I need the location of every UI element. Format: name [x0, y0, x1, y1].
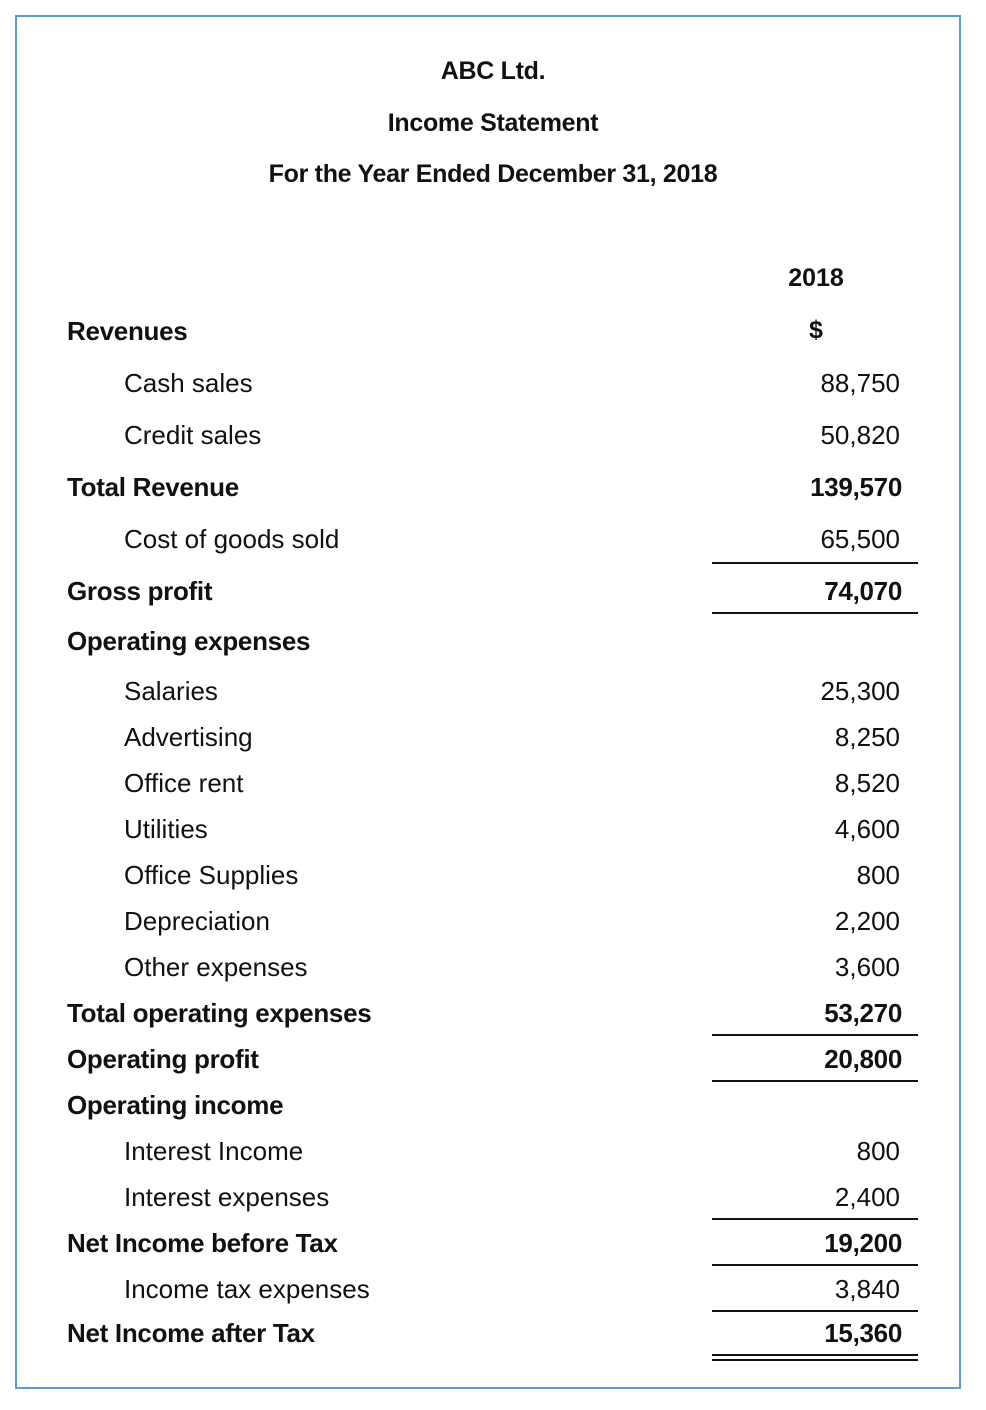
line-item-other-expenses	[0, 952, 986, 992]
double-underline-rule	[712, 1354, 918, 1361]
row-label: Net Income after Tax	[67, 1318, 315, 1348]
row-label: Interest expenses	[124, 1182, 330, 1212]
row-amount: 8,520	[834, 768, 900, 798]
row-label: Operating income	[67, 1090, 284, 1120]
row-label: Credit sales	[124, 420, 262, 450]
line-item-interest-income	[0, 1136, 986, 1176]
net-income-before-tax-row	[0, 1228, 986, 1268]
row-label: Depreciation	[124, 906, 270, 936]
line-item-interest-expenses	[0, 1182, 986, 1222]
row-amount: 53,270	[824, 998, 902, 1028]
row-amount: 4,600	[834, 814, 900, 844]
row-label: Interest Income	[124, 1136, 304, 1166]
row-amount: 139,570	[810, 472, 902, 502]
row-label: Total operating expenses	[67, 998, 372, 1028]
row-amount: 800	[856, 860, 900, 890]
row-label: Total Revenue	[67, 472, 239, 502]
row-amount: 20,800	[824, 1044, 902, 1074]
row-amount: 15,360	[824, 1318, 902, 1348]
section-header-revenues	[0, 316, 986, 356]
row-amount: 3,840	[834, 1274, 900, 1304]
gross-profit-row	[0, 576, 986, 616]
column-year-header: 2018	[788, 264, 844, 292]
underline-rule	[712, 1264, 918, 1266]
row-label: Income tax expenses	[124, 1274, 370, 1304]
row-label: Net Income before Tax	[67, 1228, 338, 1258]
line-item-depreciation	[0, 906, 986, 946]
row-amount: 74,070	[824, 576, 902, 606]
currency-symbol: $	[809, 316, 823, 344]
section-header-operating-income	[0, 1090, 986, 1130]
underline-rule	[712, 1034, 918, 1036]
row-label: Utilities	[124, 814, 208, 844]
line-item-income-tax	[0, 1274, 986, 1314]
line-item-office-rent	[0, 768, 986, 808]
row-label: Cost of goods sold	[124, 524, 340, 554]
underline-rule	[712, 1218, 918, 1220]
row-label: Office Supplies	[124, 860, 299, 890]
line-item-office-supplies	[0, 860, 986, 900]
net-income-after-tax-row	[0, 1318, 986, 1358]
line-item-cogs	[0, 524, 986, 564]
underline-rule	[712, 1310, 918, 1312]
line-item-credit-sales	[0, 420, 986, 460]
operating-profit-row	[0, 1044, 986, 1084]
row-amount: 65,500	[820, 524, 900, 554]
row-amount: 88,750	[820, 368, 900, 398]
row-label: Advertising	[124, 722, 253, 752]
row-label: Cash sales	[124, 368, 253, 398]
row-amount: 25,300	[820, 676, 900, 706]
row-label: Salaries	[124, 676, 218, 706]
row-label: Revenues	[67, 316, 188, 346]
row-label: Gross profit	[67, 576, 213, 606]
company-name: ABC Ltd.	[440, 57, 546, 85]
row-amount: 19,200	[824, 1228, 902, 1258]
line-item-advertising	[0, 722, 986, 762]
row-amount: 800	[856, 1136, 900, 1166]
statement-title: Income Statement	[387, 109, 599, 137]
row-amount: 50,820	[820, 420, 900, 450]
statement-period: For the Year Ended December 31, 2018	[268, 160, 718, 188]
line-item-utilities	[0, 814, 986, 854]
underline-rule	[712, 612, 918, 614]
row-amount: 8,250	[834, 722, 900, 752]
section-header-operating-expenses	[0, 626, 986, 666]
row-label: Office rent	[124, 768, 244, 798]
line-item-salaries	[0, 676, 986, 716]
row-amount: 3,600	[834, 952, 900, 982]
row-amount: 2,200	[834, 906, 900, 936]
row-label: Operating expenses	[67, 626, 311, 656]
total-revenue-row	[0, 472, 986, 512]
total-operating-expenses-row	[0, 998, 986, 1038]
line-item-cash-sales	[0, 368, 986, 408]
underline-rule	[712, 562, 918, 564]
underline-rule	[712, 1080, 918, 1082]
row-label: Other expenses	[124, 952, 308, 982]
row-label: Operating profit	[67, 1044, 259, 1074]
row-amount: 2,400	[834, 1182, 900, 1212]
